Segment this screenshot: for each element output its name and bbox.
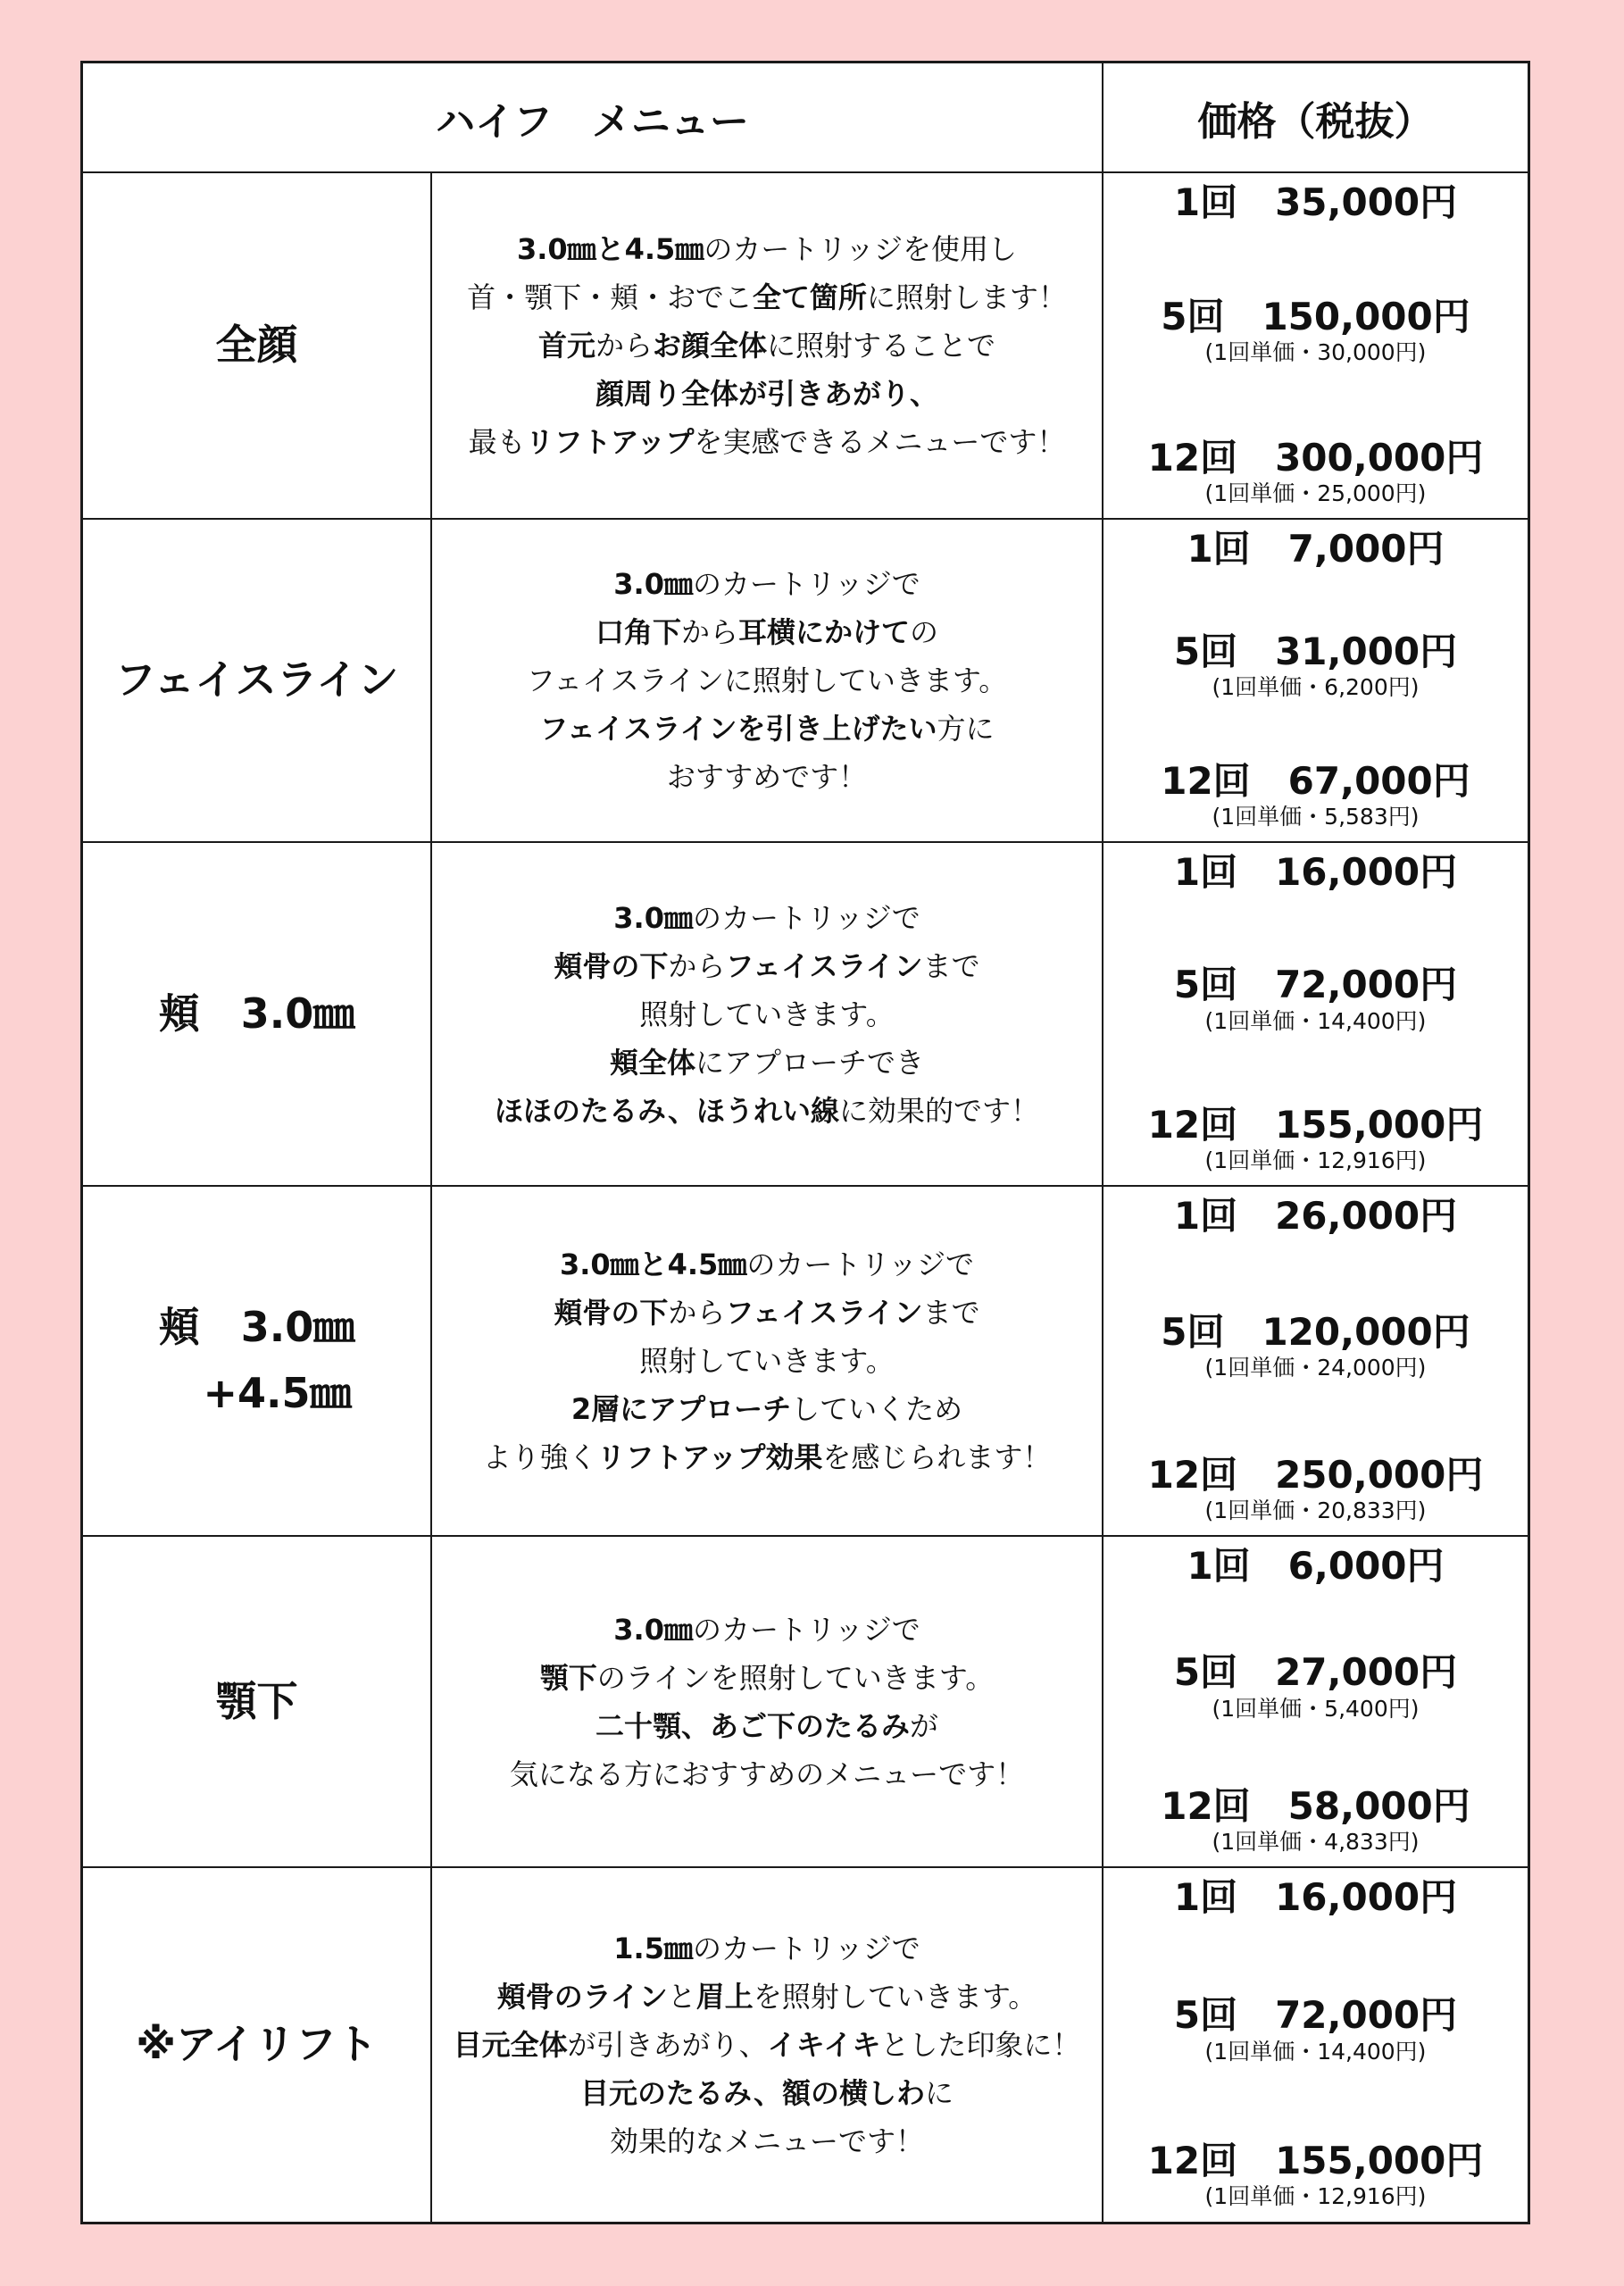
description-text: と <box>667 1980 696 2014</box>
description-emphasis: 口角下 <box>595 615 681 649</box>
description-emphasis: 目元のたるみ、額の横しわ <box>580 2076 925 2110</box>
description-line <box>432 370 1102 418</box>
description-text: から <box>595 329 653 363</box>
description-emphasis: 3.0㎜と4.5㎜ <box>516 232 704 266</box>
description-emphasis: リフトアップ <box>525 425 695 459</box>
menu-row <box>83 1536 1528 1867</box>
description-emphasis: フェイスライン <box>725 1296 923 1330</box>
menu-name: フェイスライン <box>83 519 431 842</box>
menu-row <box>83 1867 1528 2222</box>
description-text: 照射していきます。 <box>639 1344 895 1378</box>
description-emphasis: 頬骨の下 <box>554 948 669 983</box>
description-line <box>432 1385 1102 1433</box>
unit-price-12: (1回単価・12,916円) <box>1204 2182 1427 2209</box>
description-text: より強く <box>482 1440 597 1474</box>
description-emphasis: 3.0㎜ <box>613 900 693 935</box>
menu-name: 顎下 <box>83 1536 431 1867</box>
price-cell <box>1103 1536 1528 1867</box>
price-list <box>1103 1868 1528 2219</box>
description-emphasis: 1.5㎜ <box>613 1931 693 1965</box>
menu-row <box>83 1186 1528 1536</box>
unit-price-12: (1回単価・20,833円) <box>1204 1497 1427 1523</box>
unit-price-5: (1回単価・6,200円) <box>1212 674 1420 701</box>
description-emphasis: 頬骨のライン <box>496 1980 668 2014</box>
price-cell <box>1103 1186 1528 1536</box>
description-emphasis: 首元 <box>537 329 595 363</box>
description-emphasis: 3.0㎜と4.5㎜ <box>559 1247 747 1281</box>
description-text: 首・顎下・頬・おでこ <box>467 280 753 314</box>
price-list <box>1103 843 1528 1183</box>
description-text: のカートリッジで <box>692 1931 920 1965</box>
price-cell <box>1103 519 1528 842</box>
description-text: が <box>910 1708 939 1743</box>
unit-price-12: (1回単価・4,833円) <box>1212 1828 1420 1855</box>
description-text: とした印象に！ <box>880 2028 1081 2062</box>
unit-price-5: (1回単価・24,000円) <box>1204 1355 1427 1381</box>
description-line <box>432 990 1102 1039</box>
description-text: 気になる方におすすめのメニューです！ <box>509 1756 1025 1791</box>
description-emphasis: ほほのたるみ、ほうれい線 <box>495 1093 839 1128</box>
menu-description <box>431 1867 1103 2222</box>
description-line <box>432 656 1102 705</box>
price-list <box>1103 1187 1528 1533</box>
description-text: を感じられます！ <box>822 1440 1052 1474</box>
description-emphasis: 3.0㎜ <box>613 1612 693 1647</box>
description-text: おすすめです！ <box>666 760 868 794</box>
description-text: のカートリッジで <box>746 1247 975 1281</box>
description-text: に照射します！ <box>866 280 1067 314</box>
price-single: 1回 6,000円 <box>1187 1544 1445 1588</box>
unit-price-5: (1回単価・5,400円) <box>1212 1695 1420 1722</box>
description-text: から <box>680 615 738 649</box>
menu-name: 全顔 <box>83 172 431 519</box>
description-line <box>432 1654 1102 1702</box>
description-emphasis: リフトアップ効果 <box>596 1440 823 1474</box>
unit-price-5: (1回単価・14,400円) <box>1204 1007 1427 1034</box>
unit-price-5: (1回単価・14,400円) <box>1204 2038 1427 2065</box>
unit-price-5: (1回単価・30,000円) <box>1204 339 1427 366</box>
menu-description <box>431 172 1103 519</box>
description-line <box>432 942 1102 990</box>
description-emphasis: 二十顎、あご下のたるみ <box>595 1708 910 1743</box>
description-emphasis: 3.0㎜ <box>613 567 693 601</box>
price-12-times: 12回 58,000円 <box>1161 1783 1470 1828</box>
price-12-times: 12回 155,000円 <box>1147 2138 1484 2182</box>
description-text: を実感できるメニューです！ <box>694 425 1066 459</box>
description-emphasis: 頬全体 <box>609 1045 695 1080</box>
description-text: フェイスラインに照射していきます。 <box>526 663 1008 697</box>
description-line <box>432 1702 1102 1750</box>
price-list <box>1103 1537 1528 1865</box>
description-emphasis: 頬骨の下 <box>554 1296 669 1330</box>
description-emphasis: イキイキ <box>767 2028 881 2062</box>
unit-price-12: (1回単価・25,000円) <box>1204 480 1427 506</box>
description-text: 効果的なメニューです！ <box>609 2124 924 2158</box>
description-line <box>432 1924 1102 1973</box>
description-line <box>432 560 1102 608</box>
description-text: に <box>924 2076 954 2110</box>
menu-description <box>431 1186 1103 1536</box>
menu-description <box>431 519 1103 842</box>
price-single: 1回 16,000円 <box>1173 1875 1458 1919</box>
price-5-times: 5回 31,000円 <box>1173 629 1458 673</box>
unit-price-12: (1回単価・5,583円) <box>1212 803 1420 830</box>
price-list <box>1103 173 1528 516</box>
description-line <box>432 273 1102 321</box>
menu-row <box>83 519 1528 842</box>
price-5-times: 5回 72,000円 <box>1173 963 1458 1007</box>
price-5-times: 5回 150,000円 <box>1161 294 1470 338</box>
price-table-sheet <box>80 61 1530 2224</box>
description-emphasis: フェイスライン <box>725 948 923 983</box>
menu-description <box>431 842 1103 1186</box>
menu-name: ※アイリフト <box>83 1867 431 2222</box>
price-single: 1回 7,000円 <box>1187 527 1445 571</box>
description-text: 方に <box>937 712 995 746</box>
description-text: のカートリッジを使用し <box>704 232 1018 266</box>
description-text: に照射することで <box>767 329 996 363</box>
description-text: のカートリッジで <box>692 567 920 601</box>
price-5-times: 5回 27,000円 <box>1173 1650 1458 1695</box>
description-line <box>432 1087 1102 1135</box>
description-text: から <box>668 1296 726 1330</box>
description-emphasis: フェイスラインを引き上げたい <box>539 712 937 746</box>
description-text: にアプローチでき <box>695 1045 925 1080</box>
description-line <box>432 1039 1102 1087</box>
menu-row <box>83 842 1528 1186</box>
price-single: 1回 35,000円 <box>1173 180 1458 224</box>
description-line <box>432 753 1102 801</box>
description-emphasis: お顔全体 <box>653 329 768 363</box>
description-line <box>432 1433 1102 1481</box>
description-text: していくため <box>791 1392 963 1426</box>
description-text: の <box>910 615 939 649</box>
description-line <box>432 1240 1102 1289</box>
description-emphasis: 2層にアプローチ <box>570 1392 792 1426</box>
price-single: 1回 16,000円 <box>1173 850 1458 894</box>
description-emphasis: 全て箇所 <box>752 280 867 314</box>
price-header: 価格（税抜） <box>1103 63 1528 172</box>
description-line <box>432 1606 1102 1654</box>
table-header-row <box>83 63 1528 172</box>
price-cell <box>1103 172 1528 519</box>
description-text: から <box>668 948 726 983</box>
menu-header: ハイフ メニュー <box>83 63 1103 172</box>
description-line <box>432 1289 1102 1337</box>
price-5-times: 5回 72,000円 <box>1173 1993 1458 2038</box>
description-line <box>432 1973 1102 2021</box>
description-line <box>432 608 1102 656</box>
price-12-times: 12回 300,000円 <box>1147 435 1484 480</box>
menu-description <box>431 1536 1103 1867</box>
price-12-times: 12回 250,000円 <box>1147 1452 1484 1497</box>
description-emphasis: 眉上 <box>695 1980 754 2014</box>
price-single: 1回 26,000円 <box>1173 1194 1458 1238</box>
menu-row <box>83 172 1528 519</box>
description-line <box>432 2069 1102 2117</box>
menu-name: 頬 3.0㎜ <box>83 842 431 1186</box>
description-text: に効果的です！ <box>838 1093 1039 1128</box>
description-text: 照射していきます。 <box>639 997 895 1031</box>
description-emphasis: 顎下 <box>539 1660 597 1695</box>
price-cell <box>1103 1867 1528 2222</box>
price-cell <box>1103 842 1528 1186</box>
description-line <box>432 705 1102 753</box>
price-list <box>1103 520 1528 839</box>
description-text: を照射していきます。 <box>753 1980 1037 2014</box>
description-line <box>432 894 1102 942</box>
description-text: 最も <box>468 425 526 459</box>
description-text: まで <box>922 948 980 983</box>
description-line <box>432 2117 1102 2165</box>
description-line <box>432 225 1102 273</box>
menu-name: 頬 3.0㎜ +4.5㎜ <box>83 1186 431 1536</box>
description-line <box>432 1337 1102 1385</box>
description-text: のラインを照射していきます。 <box>596 1660 995 1695</box>
description-line <box>432 2021 1102 2069</box>
price-12-times: 12回 67,000円 <box>1161 758 1470 803</box>
description-line <box>432 1750 1102 1798</box>
hifu-price-table <box>83 63 1528 2222</box>
description-text: が引きあがり、 <box>567 2028 768 2062</box>
description-line <box>432 321 1102 370</box>
description-text: のカートリッジで <box>692 900 920 935</box>
unit-price-12: (1回単価・12,916円) <box>1204 1147 1427 1173</box>
description-text: のカートリッジで <box>692 1612 920 1647</box>
description-emphasis: 顔周り全体が引きあがり、 <box>595 377 938 411</box>
description-emphasis: 目元全体 <box>453 2028 568 2062</box>
description-text: まで <box>922 1296 980 1330</box>
description-line <box>432 418 1102 466</box>
price-5-times: 5回 120,000円 <box>1161 1309 1470 1354</box>
price-12-times: 12回 155,000円 <box>1147 1102 1484 1147</box>
description-emphasis: 耳横にかけて <box>738 615 911 649</box>
